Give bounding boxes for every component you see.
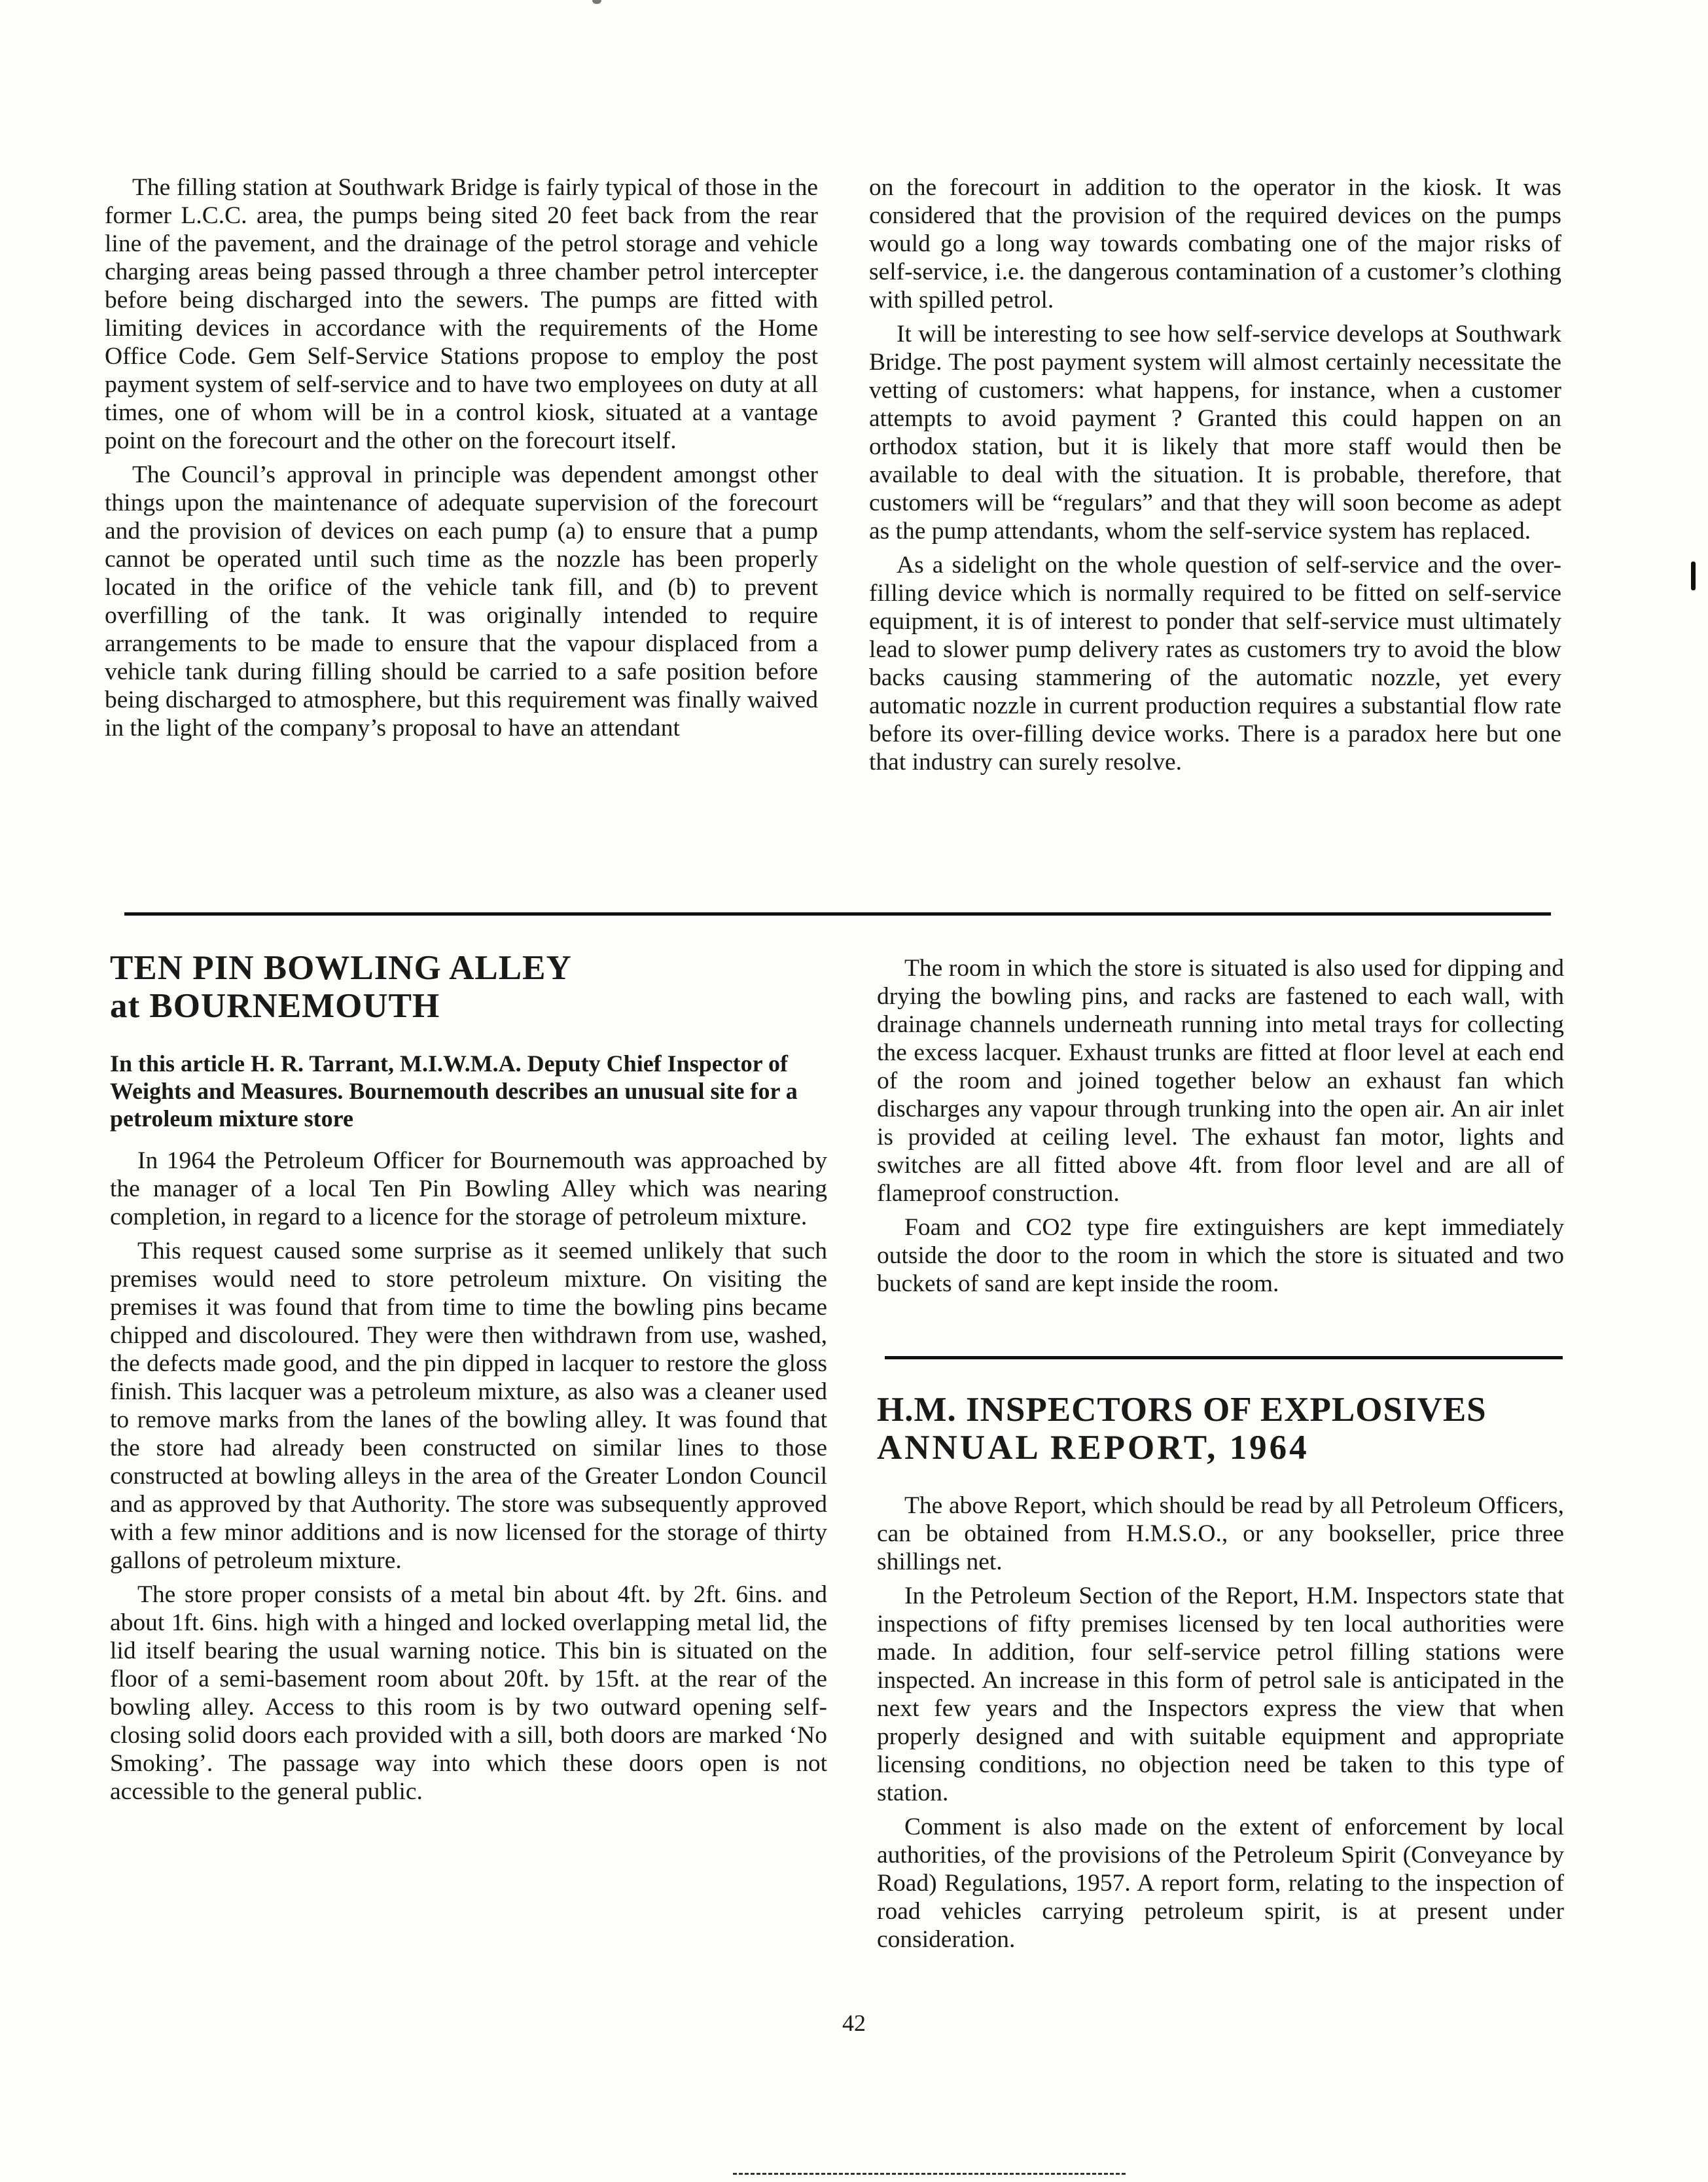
paragraph: In 1964 the Petroleum Officer for Bournemouth was approached by the manager of a local Ten Pin Bowling Alley which was nearing completion, in regard to a licence for the storage of petroleum mixture. — [110, 1147, 827, 1230]
page-edge-mark — [733, 2173, 1126, 2175]
article-title-line: at BOURNEMOUTH — [110, 987, 440, 1025]
paragraph: The store proper consists of a metal bin about 4ft. by 2ft. 6ins. and about 1ft. 6ins. high with a hinged and locked overlapping metal lid, the lid itself bearing the usual warning notice. This bin is situated on the floor of a semi-basement room about 20ft. by 15ft. at the rear of the bowling alley. Access to this room is by two outward opening self-closing solid doors each provided with a sill, both doors are marked ‘No Smoking’. The passage way into which these doors open is not accessible to the general public. — [110, 1581, 827, 1805]
paragraph: The Council’s approval in principle was dependent amongst other things upon the maintenance of adequate supervision of the forecourt and the provision of devices on each pump (a) to ensure that a pump cannot be operated until such time as the nozzle has been properly located in the orifice of the vehicle tank fill, and (b) to prevent overfilling of the tank. It was originally intended to require arrangements to be made to ensure that the vapour displaced from a vehicle tank during filling should be carried to a safe position before being discharged to atmosphere, but this requirement was finally waived in the light of the company’s proposal to have an attendant — [105, 461, 818, 742]
article-title — [110, 949, 827, 1025]
paragraph: on the forecourt in addition to the operator in the kiosk. It was considered that the provision of the required devices on the pumps would go a long way towards combating one of the major risks of self-service, i.e. the dangerous contamination of a customer’s clothing with spilled petrol. — [869, 174, 1561, 313]
article-southwark-column-left — [105, 173, 818, 748]
paragraph: The above Report, which should be read by all Petroleum Officers, can be obtained from H.M.S.O., or any bookseller, price three shillings net. — [877, 1492, 1564, 1575]
article-explosives-report — [877, 1391, 1564, 1959]
article-title-line: H.M. INSPECTORS OF EXPLOSIVES — [877, 1391, 1487, 1429]
paragraph: Comment is also made on the extent of enforcement by local authorities, of the provisions of the Petroleum Spirit (Conveyance by Road) Regulations, 1957. A report form, relating to the inspection of road vehicles carrying petroleum spirit, is at present under consideration. — [877, 1814, 1564, 1953]
article-bowling-alley-continued — [877, 954, 1564, 1304]
section-divider — [124, 912, 1551, 916]
article-title-line: TEN PIN BOWLING ALLEY — [110, 949, 572, 987]
page-number: 42 — [842, 2010, 866, 2036]
margin-mark — [1691, 562, 1696, 590]
paragraph: It will be interesting to see how self-service develops at Southwark Bridge. The post payment system will almost certainly necessitate the vetting of customers: what happens, for instance, when a customer attempts to avoid payment ? Granted this could happen on an orthodox station, but it is likely that more staff would then be available to deal with the situation. It is probable, therefore, that customers will be “regulars” and that they will soon become as adept as the pump attendants, whom the self-service system has replaced. — [869, 321, 1561, 545]
paragraph: This request caused some surprise as it seemed unlikely that such premises would need to store petroleum mixture. On visiting the premises it was found that from time to time the bowling pins became chipped and discoloured. They were then withdrawn from use, washed, the defects made good, and the pin dipped in lacquer to restore the gloss finish. This lacquer was a petroleum mixture, as also was a cleaner used to remove marks from the lanes of the bowling alley. It was found that the store had already been constructed on similar lines to those constructed at bowling alleys in the area of the Greater London Council and as approved by that Authority. The store was subsequently approved with a few minor additions and is now licensed for the storage of thirty gallons of petroleum mixture. — [110, 1238, 827, 1574]
paragraph: In the Petroleum Section of the Report, H.M. Inspectors state that inspections of fifty premises licensed by ten local authorities were made. In addition, four self-service petrol filling stations were inspected. An increase in this form of petrol sale is anticipated in the next few years and the Inspectors express the view that when properly designed and with suitable equipment and appropriate licensing conditions, no objection need be taken to this type of station. — [877, 1583, 1564, 1806]
article-bowling-alley — [110, 949, 827, 1812]
article-title-line: ANNUAL REPORT, 1964 — [877, 1429, 1309, 1467]
section-divider — [885, 1356, 1563, 1359]
paragraph: As a sidelight on the whole question of self-service and the over-filling device which is normally required to be fitted on self-service equipment, it is of interest to ponder that self-service must ultimately lead to slower pump delivery rates as customers try to avoid the blow backs causing stammering of the automatic nozzle, yet every automatic nozzle in current production requires a substantial flow rate before its over-filling device works. There is a paradox here but one that industry can surely resolve. — [869, 552, 1561, 776]
paragraph: The room in which the store is situated is also used for dipping and drying the bowling pins, and racks are fastened to each wall, with drainage channels underneath running into metal trays for collecting the excess lacquer. Exhaust trunks are fitted at floor level at each end of the room and joined together below an exhaust fan which discharges any vapour through trunking into the open air. An air inlet is provided at ceiling level. The exhaust fan motor, lights and switches are all fitted above 4ft. from floor level and are all of flameproof construction. — [877, 955, 1564, 1207]
article-title — [877, 1391, 1564, 1467]
paragraph: Foam and CO2 type fire extinguishers are kept immediately outside the door to the room in which the store is situated and two buckets of sand are kept inside the room. — [877, 1214, 1564, 1297]
page-edge-mark — [592, 0, 601, 4]
article-body — [877, 1492, 1564, 1954]
article-southwark-column-right — [869, 173, 1561, 782]
paragraph: The filling station at Southwark Bridge is fairly typical of those in the former L.C.C. area, the pumps being sited 20 feet back from the rear line of the pavement, and the drainage of the petrol storage and vehicle charging areas being passed through a three chamber petrol intercepter before being discharged into the sewers. The pumps are fitted with limiting devices in accordance with the requirements of the Home Office Code. Gem Self-Service Stations propose to employ the post payment system of self-service and to have two employees on duty at all times, one of whom will be in a control kiosk, situated at a vantage point on the forecourt and the other on the forecourt itself. — [105, 174, 818, 454]
article-body — [110, 1147, 827, 1806]
article-standfirst: In this article H. R. Tarrant, M.I.W.M.A. Deputy Chief Inspector of Weights and Measures. Bournemouth describes an unusual site for a petroleum mixture store — [110, 1050, 798, 1132]
